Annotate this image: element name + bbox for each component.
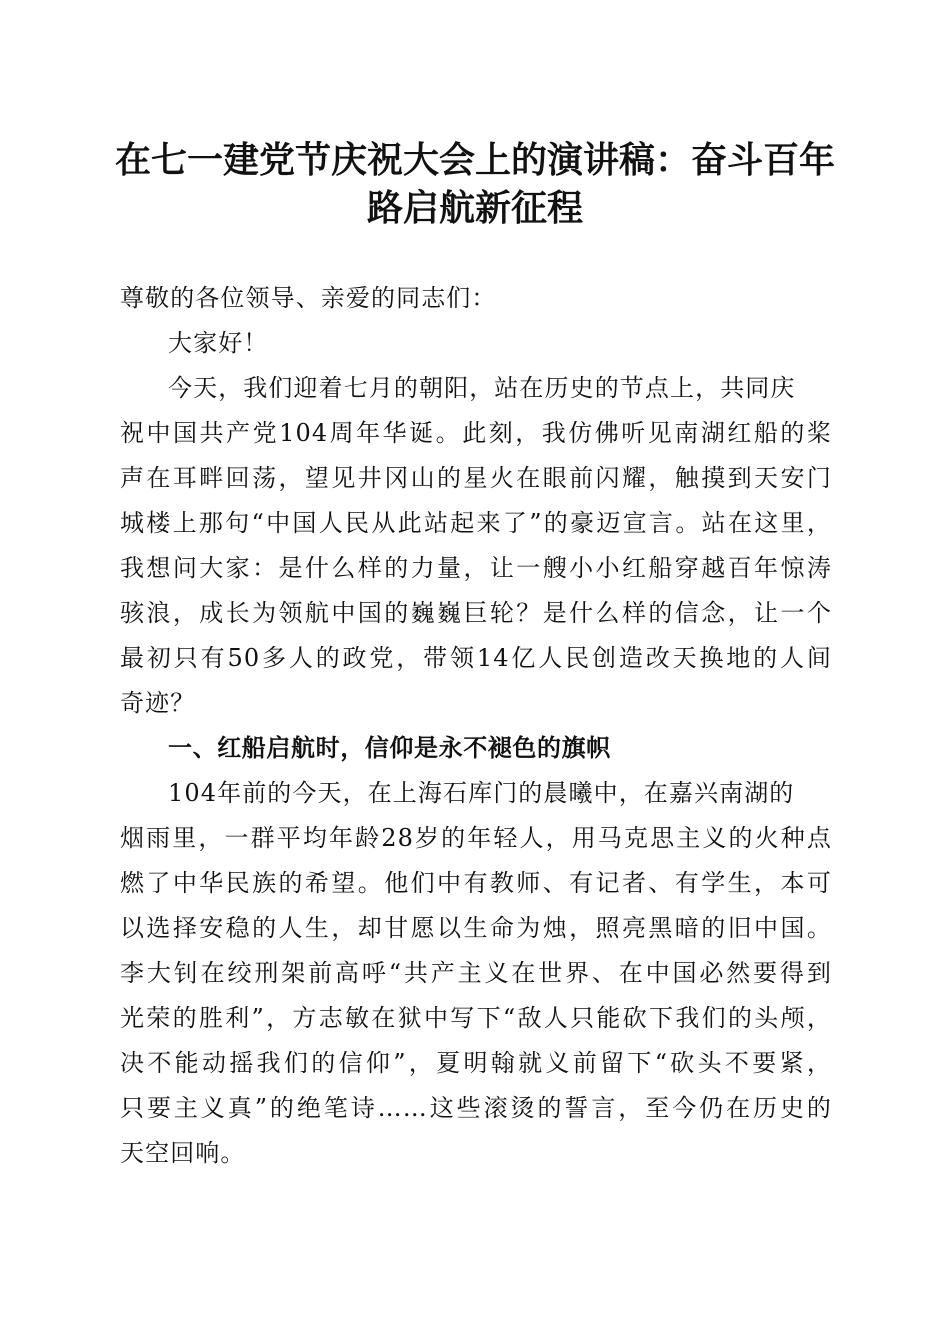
paragraph-2-line: 只要主义真”的绝笔诗……这些滚烫的誓言，至今仍在历史的 xyxy=(120,1094,832,1122)
paragraph-1-line: 最初只有50多人的政党，带领14亿人民创造改天换地的人间 xyxy=(120,644,832,672)
paragraph-1-line: 我想问大家：是什么样的力量，让一艘小小红船穿越百年惊涛 xyxy=(120,554,832,582)
paragraph-2-line: 李大钊在绞刑架前高呼“共产主义在世界、在中国必然要得到 xyxy=(120,959,832,987)
section-1-heading: 一、红船启航时，信仰是永不褪色的旗帜 xyxy=(168,734,611,762)
paragraph-2-line: 光荣的胜利”，方志敏在狱中写下“敌人只能砍下我们的头颅， xyxy=(120,1004,832,1032)
paragraph-1-line: 骇浪，成长为领航中国的巍巍巨轮？是什么样的信念，让一个 xyxy=(120,599,832,627)
paragraph-2-line: 烟雨里，一群平均年龄28岁的年轻人，用马克思主义的火种点 xyxy=(120,824,832,852)
document-title-line-2: 路启航新征程 xyxy=(366,187,583,229)
paragraph-1-line: 城楼上那句“中国人民从此站起来了”的豪迈宣言。站在这里， xyxy=(120,509,832,537)
paragraph-1-line: 祝中国共产党104周年华诞。此刻，我仿佛听见南湖红船的桨 xyxy=(120,419,832,447)
paragraph-1-line: 声在耳畔回荡，望见井冈山的星火在眼前闪耀，触摸到天安门 xyxy=(120,464,832,492)
document-title-line-1: 在七一建党节庆祝大会上的演讲稿：奋斗百年 xyxy=(114,139,835,181)
salutation: 尊敬的各位领导、亲爱的同志们： xyxy=(120,284,497,312)
paragraph-2-line: 决不能动摇我们的信仰”，夏明翰就义前留下“砍头不要紧， xyxy=(120,1049,832,1077)
paragraph-2-line: 以选择安稳的人生，却甘愿以生命为烛，照亮黑暗的旧中国。 xyxy=(120,914,832,942)
paragraph-2-line: 燃了中华民族的希望。他们中有教师、有记者、有学生，本可 xyxy=(120,869,832,897)
paragraph-2-line: 天空回响。 xyxy=(120,1139,246,1167)
greeting: 大家好！ xyxy=(168,329,269,357)
paragraph-2-line: 104年前的今天，在上海石库门的晨曦中，在嘉兴南湖的 xyxy=(168,779,795,807)
paragraph-1-line: 今天，我们迎着七月的朝阳，站在历史的节点上，共同庆 xyxy=(168,374,796,402)
paragraph-1-line: 奇迹？ xyxy=(120,689,196,717)
